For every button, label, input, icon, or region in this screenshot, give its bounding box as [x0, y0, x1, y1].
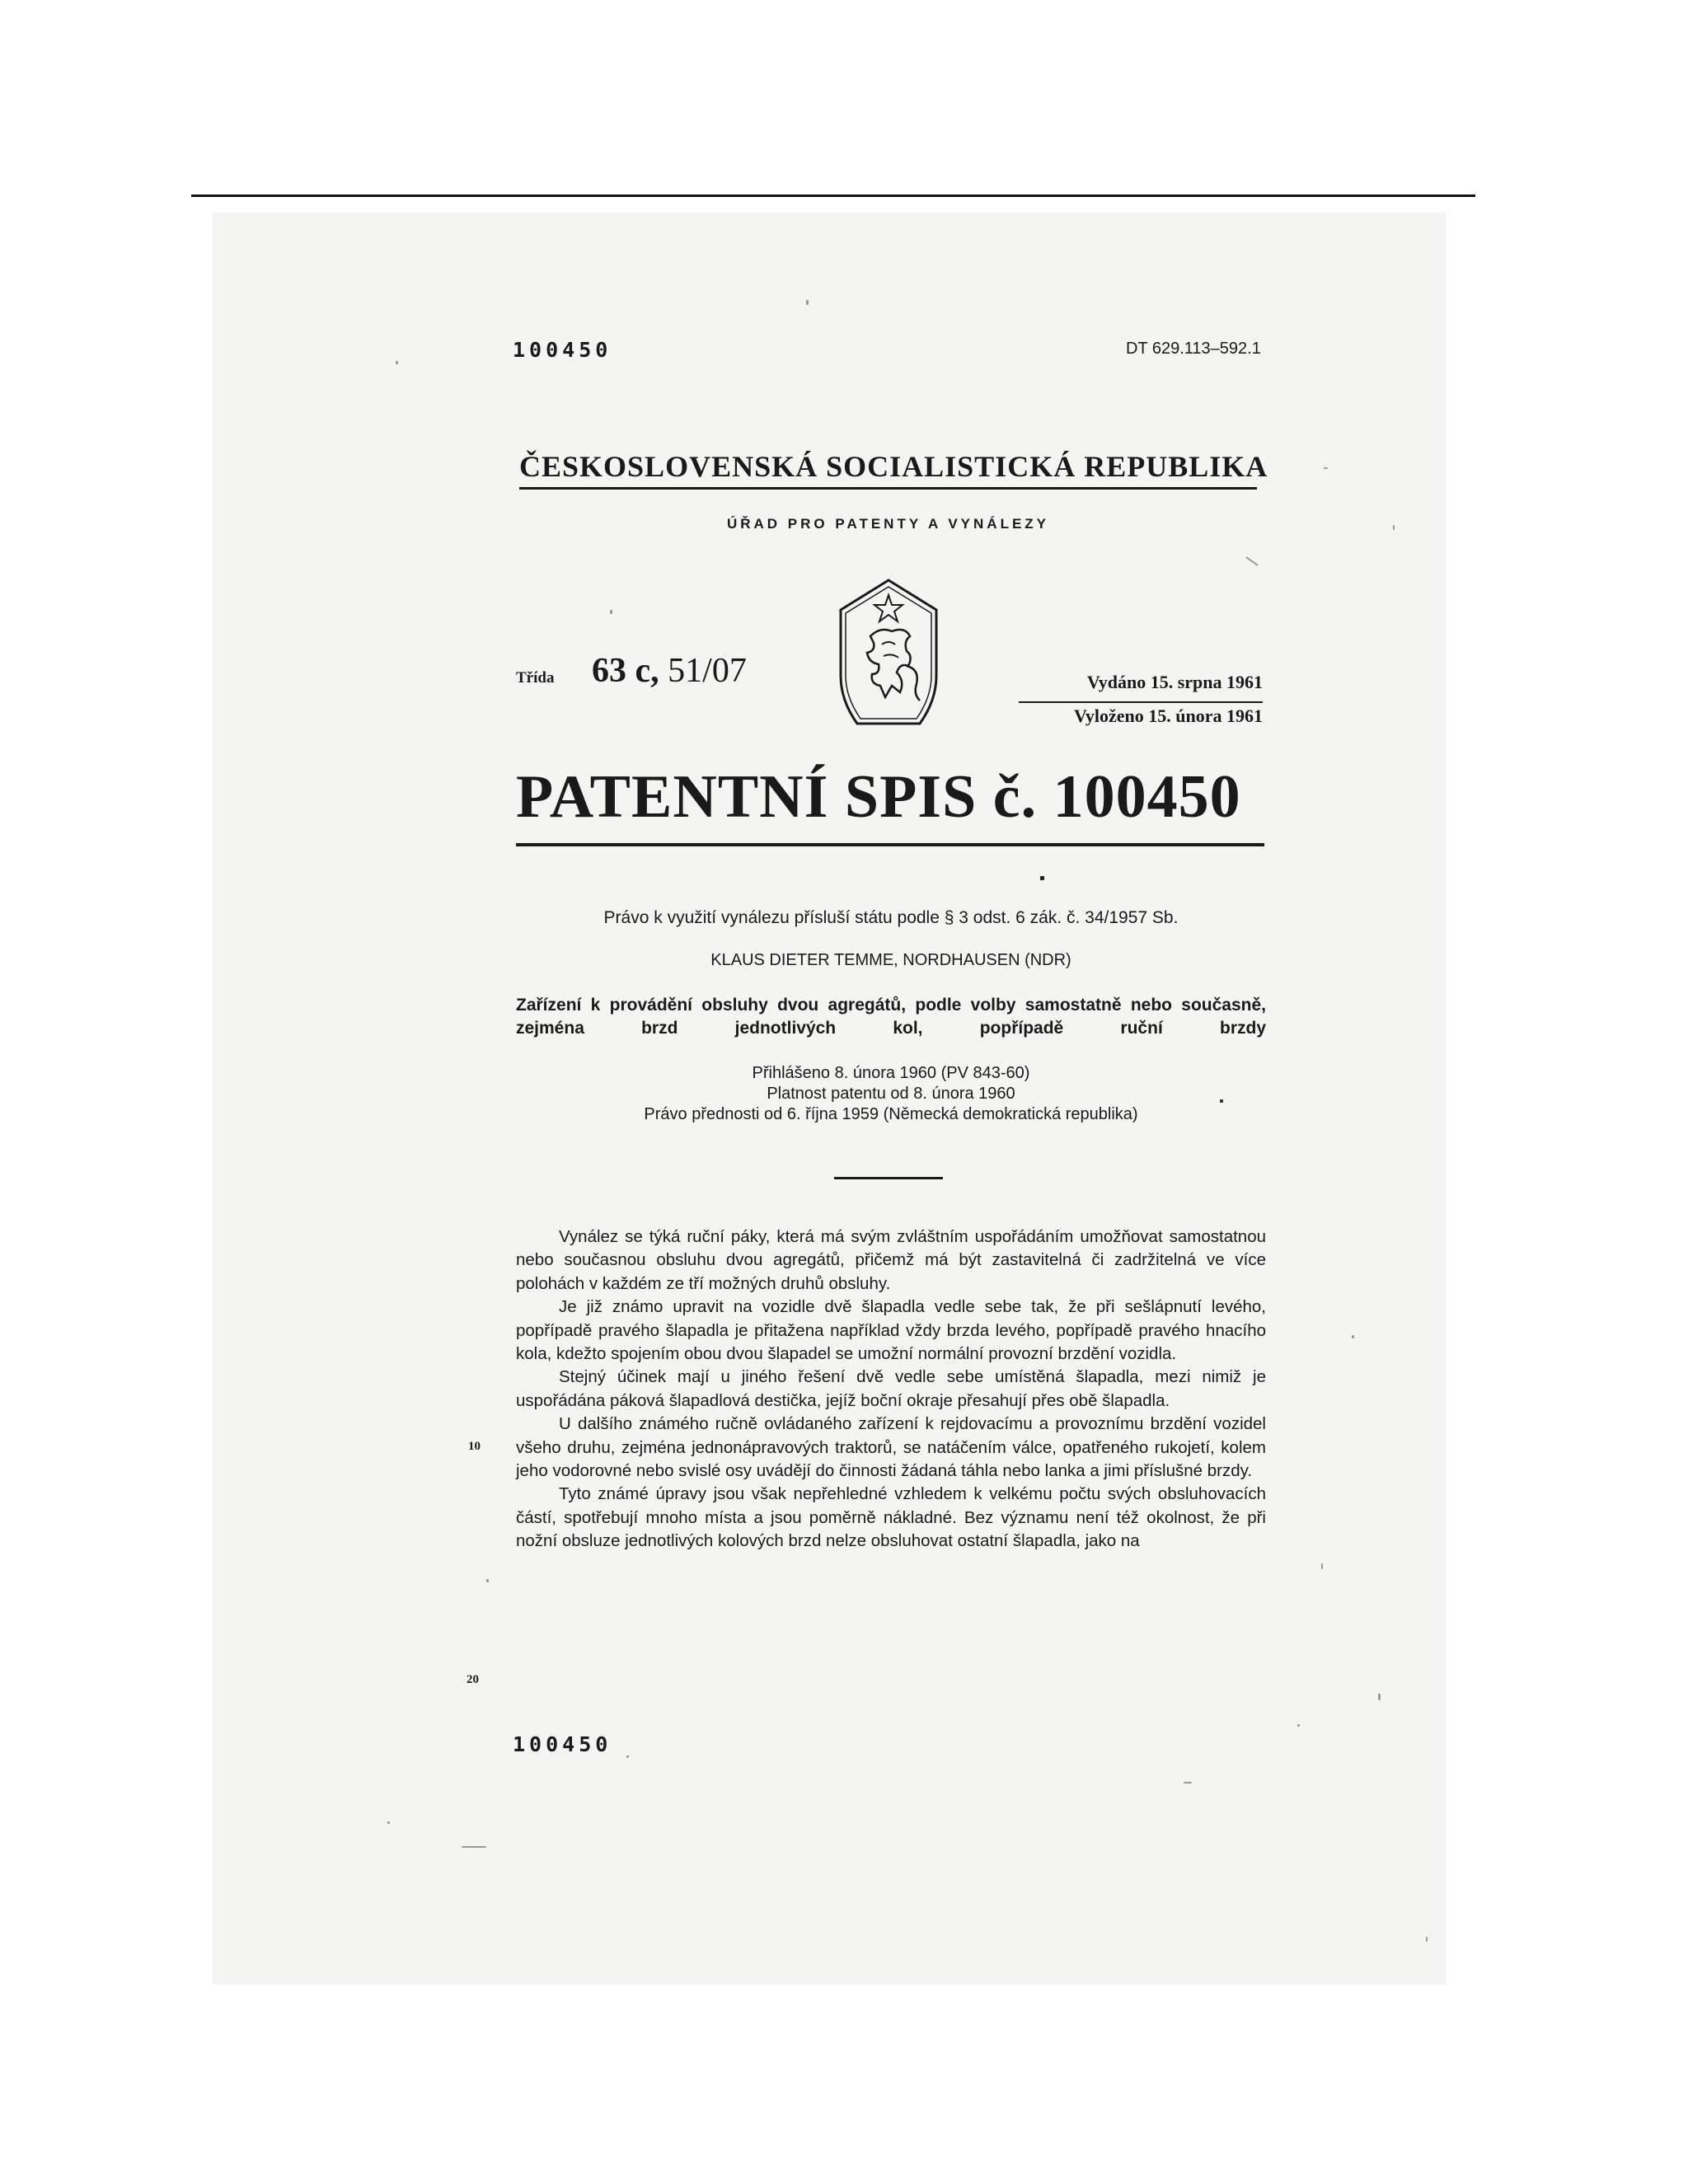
scan-speck — [1040, 876, 1044, 880]
line-number: 20 — [467, 1673, 479, 1686]
filing-date: Přihlášeno 8. února 1960 (PV 843-60) — [752, 1064, 1030, 1082]
rights-statement: Právo k využití vynálezu přísluší státu podle § 3 odst. 6 zák. č. 34/1957 Sb. — [603, 908, 1179, 927]
scan-speck — [1393, 525, 1395, 530]
body-paragraph: Vynález se týká ruční páky, která má svým zvláštním uspořádáním umožňovat samostatnou nebo současnou obsluhu dvou agregátů, přičemž má být zastavitelná či zadržitelná ve více polohách v každém ze tří možných druhů obsluhy. — [516, 1227, 1266, 1293]
inventor: KLAUS DIETER TEMME, NORDHAUSEN (NDR) — [710, 951, 1071, 969]
scan-speck — [1297, 1724, 1300, 1727]
body-text — [516, 1226, 1266, 1554]
scan-speck — [396, 361, 398, 364]
state-header: ČESKOSLOVENSKÁ SOCIALISTICKÁ REPUBLIKA — [519, 449, 1257, 490]
patent-title: PATENTNÍ SPIS č. 100450 — [516, 763, 1241, 831]
class-label: Třída — [516, 669, 555, 687]
state-emblem-icon — [834, 577, 943, 727]
body-paragraph: Tyto známé úpravy jsou však nepřehledné vzhledem k velkému počtu svých obsluhovacích částí, spotřebují mnoho místa a jsou poměrně nákladné. Bez významu není též okolnost, že při nožní obsluze jednotlivých kolových brzd nelze obsluhovat ostatní šlapadla, jako na — [516, 1484, 1266, 1551]
scan-speck — [1184, 1782, 1192, 1783]
body-paragraph: U dalšího známého ručně ovládaného zařízení k rejdovacímu a provoznímu brzdění vozidel všeho druhu, zejména jednonápravových traktorů, se natáčením válce, opatřeného rukojetí, kolem jeho vodorovné nebo svislé osy uvádějí do činnosti žádaná táhla nebo lanka a jimi příslušné brzdy. — [516, 1414, 1266, 1481]
scan-speck — [1321, 1563, 1323, 1569]
scan-speck — [1426, 1937, 1428, 1942]
scan-speck — [387, 1821, 390, 1824]
document-number-top: 100450 — [513, 338, 612, 362]
scan-speck — [1378, 1694, 1381, 1700]
scan-speck — [626, 1755, 629, 1758]
invention-title: Zařízení k provádění obsluhy dvou agregátů, podle volby samostatně nebo současně, zejména brzd jednotlivých kol, popřípadě ruční brzdy — [516, 996, 1266, 1038]
document-number-bottom: 100450 — [513, 1732, 612, 1756]
line-number: 10 — [468, 1440, 481, 1453]
office-name: ÚŘAD PRO PATENTY A VYNÁLEZY — [726, 516, 1050, 532]
title-rule — [516, 843, 1264, 846]
issued-date: Vydáno 15. srpna 1961 — [1086, 672, 1263, 692]
top-rule — [191, 194, 1475, 197]
patent-validity: Platnost patentu od 8. února 1960 — [767, 1085, 1015, 1103]
body-paragraph: Je již známo upravit na vozidle dvě šlapadla vedle sebe tak, že při sešlápnutí levého, popřípadě pravého šlapadla je přitažena například vždy brzda levého, popřípadě pravého hnacího kola, kdežto spojením obou dvou šlapadel se umožní normální provozní brzdění vozidla. — [516, 1297, 1266, 1364]
class-sub: 51/07 — [668, 652, 747, 690]
class-main: 63 c, — [592, 652, 659, 690]
scan-speck — [486, 1579, 489, 1582]
scan-speck — [462, 1846, 486, 1848]
scan-speck — [610, 610, 612, 614]
body-paragraph: Stejný účinek mají u jiného řešení dvě vedle sebe umístěná šlapadla, mezi nimiž je uspořádána páková šlapadlová destička, jejíž boční okraje přesahují přes obě šlapadla. — [516, 1367, 1266, 1410]
date-divider — [1019, 701, 1263, 703]
scan-speck — [1352, 1335, 1354, 1338]
scan-speck — [806, 300, 809, 305]
section-divider — [834, 1177, 943, 1179]
class-value — [592, 651, 747, 691]
scan-speck — [1220, 1099, 1223, 1103]
scan-speck — [1324, 467, 1328, 469]
laid-open-date: Vyloženo 15. února 1961 — [1074, 705, 1263, 726]
priority-right: Právo přednosti od 6. října 1959 (Německá demokratická republika) — [644, 1105, 1138, 1123]
dt-classification-code: DT 629.113–592.1 — [1126, 340, 1261, 358]
